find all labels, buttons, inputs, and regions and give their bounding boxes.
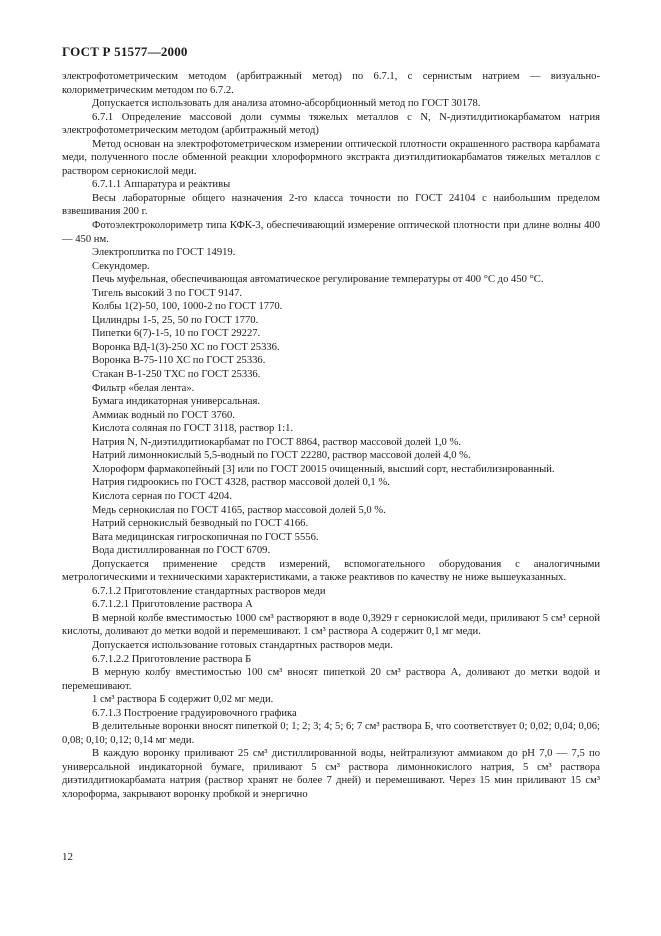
paragraph: 6.7.1 Определение массовой доли суммы тяжелых металлов с N, N-диэтилдитиокарбаматом натрия электрофотометрическим методом (арбитражный метод) (62, 111, 600, 137)
paragraph: Печь муфельная, обеспечивающая автоматическое регулирование температуры от 400 °С до 450 °С. (92, 274, 544, 286)
paragraph: Медь сернокислая по ГОСТ 4165, раствор массовой долей 5,0 %. (92, 504, 386, 516)
paragraph: Секундомер. (92, 260, 150, 272)
paragraph: Пипетки 6(7)-1-5, 10 по ГОСТ 29227. (92, 328, 261, 340)
document-body (62, 70, 600, 802)
paragraph: Вата медицинская гигроскопичная по ГОСТ 5556. (92, 531, 319, 543)
paragraph: 6.7.1.3 Построение градуировочного графика (92, 707, 297, 719)
paragraph: Допускается использовать для анализа атомно-абсорбционный метод по ГОСТ 30178. (92, 98, 481, 110)
paragraph: В делительные воронки вносят пипеткой 0; 1; 2; 3; 4; 5; 6; 7 см³ раствора Б, что соответствует 0; 0,02; 0,04; 0,06; 0,08; 0,10; 0,12; 0,14 мг меди. (62, 721, 600, 746)
paragraph: Кислота соляная по ГОСТ 3118, раствор 1:1. (92, 423, 294, 435)
paragraph: Натрия гидроокись по ГОСТ 4328, раствор массовой долей 0,1 %. (92, 477, 390, 489)
paragraph: Бумага индикаторная универсальная. (92, 396, 261, 408)
paragraph: Фильтр «белая лента». (92, 382, 195, 394)
paragraph: Стакан В-1-250 ТХС по ГОСТ 25336. (92, 369, 261, 381)
paragraph: Натрия N, N-диэтилдитиокарбамат по ГОСТ 8864, раствор массовой долей 1,0 %. (92, 436, 461, 448)
document-header: ГОСТ Р 51577—2000 (62, 44, 188, 59)
paragraph: Фотоэлектроколориметр типа КФК-3, обеспечивающий измерение оптической плотности при длине волны 400 — 450 нм. (62, 220, 600, 245)
paragraph: Вода дистиллированная по ГОСТ 6709. (92, 545, 271, 557)
paragraph: Воронка В-75-110 ХС по ГОСТ 25336. (92, 355, 266, 367)
paragraph: 6.7.1.2.2 Приготовление раствора Б (92, 653, 252, 665)
paragraph: Весы лабораторные общего назначения 2-го класса точности по ГОСТ 24104 с наибольшим пределом взвешивания 200 г. (62, 192, 600, 218)
paragraph: 1 см³ раствора Б содержит 0,02 мг меди. (92, 694, 274, 706)
paragraph: 6.7.1.2.1 Приготовление раствора А (92, 599, 253, 611)
paragraph: Метод основан на электрофотометрическом измерении оптической плотности окрашенного раствора карбамата меди, полученного после обменной реакции хлороформного экстракта диэтилдитиокарбаматов тяжелых металлов с раствором сернокислой меди. (62, 138, 600, 177)
paragraph: 6.7.1.2 Приготовление стандартных растворов меди (92, 585, 326, 597)
paragraph: Электроплитка по ГОСТ 14919. (92, 247, 236, 259)
paragraph: В мерной колбе вместимостью 1000 см³ растворяют в воде 0,3929 г сернокислой меди, приливают 5 см³ серной кислоты, доливают до метки водой и перемешивают. 1 см³ раствора А содержит 0,1 мг меди. (62, 612, 600, 638)
paragraph: Допускается использование готовых стандартных растворов меди. (92, 639, 393, 651)
paragraph: В мерную колбу вместимостью 100 см³ вносят пипеткой 20 см³ раствора А, доливают до метки водой и перемешивают. (62, 667, 600, 692)
paragraph: Воронка ВД-1(3)-250 ХС по ГОСТ 25336. (92, 341, 280, 353)
paragraph: Колбы 1(2)-50, 100, 1000-2 по ГОСТ 1770. (92, 301, 283, 313)
paragraph: Хлороформ фармакопейный [3] или по ГОСТ 20015 очищенный, высший сорт, нестабилизированный. (92, 463, 555, 475)
paragraph: Допускается применение средств измерений, вспомогательного оборудования с аналогичными метрологическими и техническими характеристиками, а также реактивов по качеству не ниже вышеуказанных. (62, 558, 600, 584)
paragraph: электрофотометрическим методом (арбитражный метод) по 6.7.1, с сернистым натрием — визуально-колориметрическим методом по 6.7.2. (62, 71, 600, 96)
page-number: 12 (62, 851, 73, 863)
paragraph: Кислота серная по ГОСТ 4204. (92, 490, 232, 502)
paragraph: Тигель высокий 3 по ГОСТ 9147. (92, 287, 243, 299)
paragraph: Натрий лимоннокислый 5,5-водный по ГОСТ 22280, раствор массовой долей 4,0 %. (92, 450, 471, 462)
paragraph: Аммиак водный по ГОСТ 3760. (92, 409, 235, 421)
paragraph: Натрий сернокислый безводный по ГОСТ 4166. (92, 518, 309, 530)
paragraph: Цилиндры 1-5, 25, 50 по ГОСТ 1770. (92, 314, 259, 326)
paragraph: В каждую воронку приливают 25 см³ дистиллированной воды, нейтрализуют аммиаком до pH 7,0 — 7,5 по универсальной индикаторной бумаге, приливают 5 см³ раствора лимоннокислого натрия, 5 см³ раствора диэтилдитиокарбамата натрия (раствор хранят не более 7 дней) и перемешивают. Через 15 мин приливают 15 см³ хлороформа, закрывают воронку пробкой и энергично (62, 748, 600, 800)
paragraph: 6.7.1.1 Аппаратура и реактивы (92, 179, 231, 191)
